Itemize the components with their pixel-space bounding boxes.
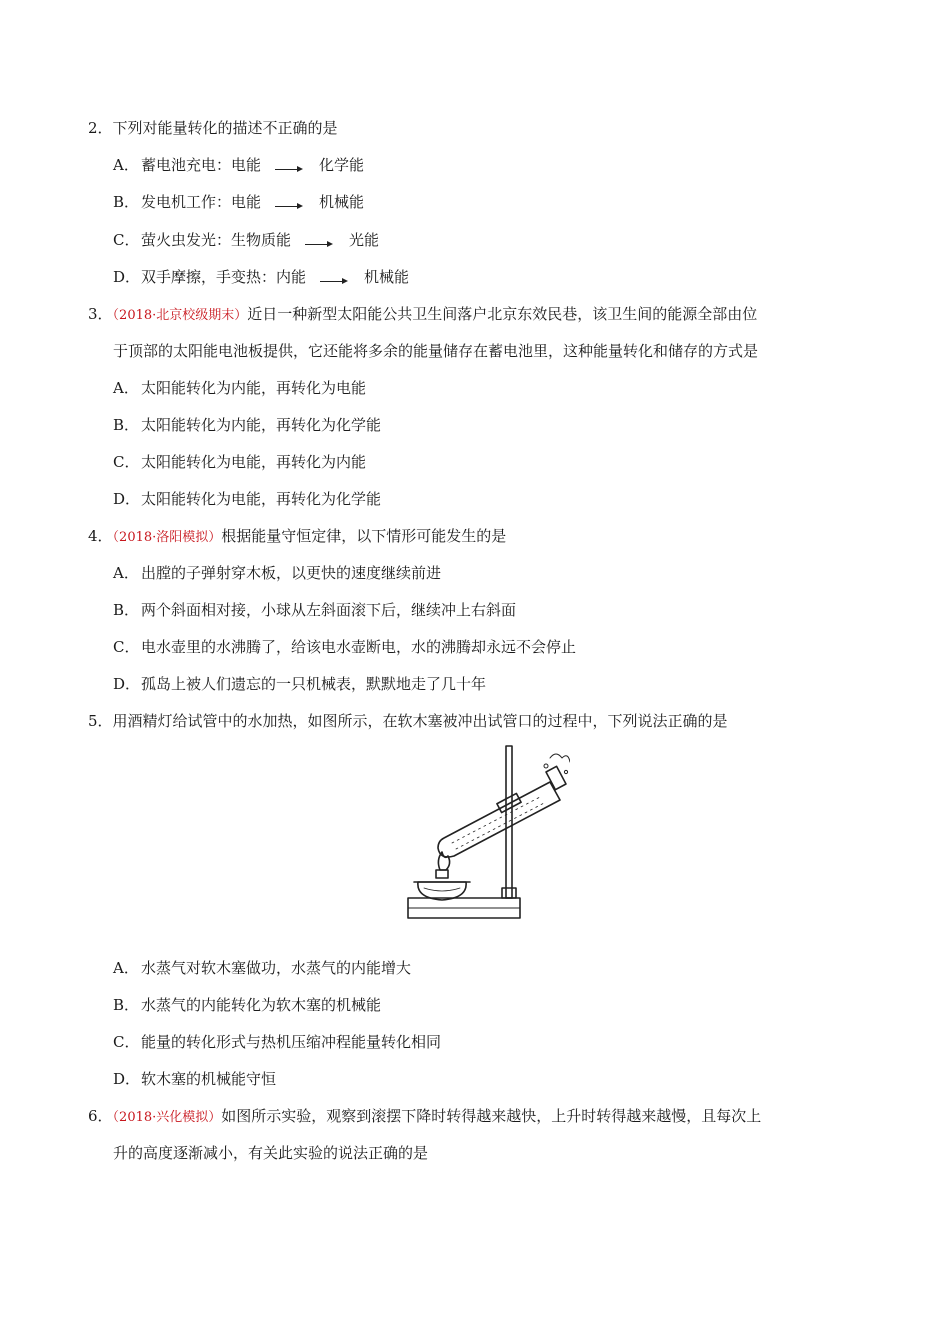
option-letter: C．	[113, 638, 140, 656]
option-letter: B．	[113, 996, 140, 1014]
question-5-option-d[interactable]	[113, 1069, 276, 1089]
right-arrow-icon	[320, 275, 348, 285]
right-arrow-icon	[275, 163, 303, 173]
stem-text: 用酒精灯给试管中的水加热，如图所示，在软木塞被冲出试管口的过程中，下列说法正确的是	[112, 712, 728, 730]
option-text-after: 化学能	[319, 156, 365, 174]
option-text: 发电机工作：电能	[141, 193, 262, 211]
option-text: 水蒸气的内能转化为软木塞的机械能	[141, 996, 382, 1014]
option-text: 太阳能转化为内能，再转化为电能	[141, 379, 367, 397]
question-2-option-d[interactable]	[113, 267, 409, 287]
option-text: 水蒸气对软木塞做功，水蒸气的内能增大	[141, 959, 412, 977]
right-arrow-icon	[305, 238, 333, 248]
question-source: （2018·北京校级期末）	[112, 308, 248, 323]
question-number: 6．	[88, 1107, 113, 1125]
question-4-stem	[88, 526, 506, 548]
option-letter: A．	[113, 564, 139, 582]
question-number: 2．	[88, 119, 113, 137]
question-2-stem	[88, 118, 338, 138]
question-source: （2018·兴化模拟）	[112, 1110, 222, 1125]
question-6-stem	[88, 1106, 761, 1128]
question-5-option-b[interactable]	[113, 995, 381, 1015]
option-text: 蓄电池充电：电能	[141, 156, 262, 174]
option-letter: C．	[113, 453, 140, 471]
question-3-stem-continued	[113, 341, 758, 361]
option-text: 萤火虫发光：生物质能	[141, 231, 292, 249]
question-number: 4．	[88, 527, 113, 545]
option-letter: A．	[113, 959, 139, 977]
question-4-option-a[interactable]	[113, 563, 441, 583]
question-4-option-b[interactable]	[113, 600, 516, 620]
option-letter: B．	[113, 416, 140, 434]
option-text: 太阳能转化为内能，再转化为化学能	[141, 416, 382, 434]
question-2-option-a[interactable]	[113, 155, 364, 175]
option-text: 太阳能转化为电能，再转化为化学能	[141, 490, 382, 508]
stem-text: 如图所示实验，观察到滚摆下降时转得越来越快，上升时转得越来越慢，且每次上	[221, 1107, 762, 1125]
question-2-option-b[interactable]	[113, 192, 364, 212]
stem-text: 升的高度逐渐减小，有关此实验的说法正确的是	[113, 1144, 429, 1162]
option-text: 能量的转化形式与热机压缩冲程能量转化相同	[141, 1033, 442, 1051]
question-number: 5．	[88, 712, 113, 730]
option-text-after: 光能	[349, 231, 380, 249]
stem-text: 近日一种新型太阳能公共卫生间落户北京东效民巷，该卫生间的能源全部由位	[247, 305, 758, 323]
question-5-option-c[interactable]	[113, 1032, 441, 1052]
right-arrow-icon	[275, 200, 303, 210]
option-text: 出膛的子弹射穿木板，以更快的速度继续前进	[141, 564, 442, 582]
question-4-option-c[interactable]	[113, 637, 576, 657]
option-text: 孤岛上被人们遗忘的一只机械表，默默地走了几十年	[141, 675, 487, 693]
question-3-option-c[interactable]	[113, 452, 366, 472]
question-3-stem	[88, 304, 757, 326]
stem-text: 根据能量守恒定律，以下情形可能发生的是	[221, 527, 507, 545]
question-3-option-a[interactable]	[113, 378, 366, 398]
option-letter: A．	[113, 156, 139, 174]
option-letter: D．	[113, 268, 141, 286]
option-letter: D．	[113, 1070, 141, 1088]
option-letter: D．	[113, 490, 141, 508]
option-letter: D．	[113, 675, 141, 693]
option-text: 电水壶里的水沸腾了，给该电水壶断电，水的沸腾却永远不会停止	[141, 638, 577, 656]
question-5-option-a[interactable]	[113, 958, 411, 978]
stem-text: 下列对能量转化的描述不正确的是	[112, 119, 338, 137]
question-6-stem-continued	[113, 1143, 428, 1163]
option-text: 双手摩擦，手变热：内能	[141, 268, 307, 286]
option-text: 太阳能转化为电能，再转化为内能	[141, 453, 367, 471]
question-3-option-b[interactable]	[113, 415, 381, 435]
option-text-after: 机械能	[319, 193, 365, 211]
option-text: 两个斜面相对接，小球从左斜面滚下后，继续冲上右斜面	[141, 601, 517, 619]
question-number: 3．	[88, 305, 113, 323]
option-text-after: 机械能	[364, 268, 410, 286]
option-text: 软木塞的机械能守恒	[141, 1070, 277, 1088]
question-source: （2018·洛阳模拟）	[112, 530, 222, 545]
alcohol-lamp-test-tube-figure	[400, 742, 570, 932]
option-letter: C．	[113, 1033, 140, 1051]
question-5-stem	[88, 711, 728, 731]
option-letter: C．	[113, 231, 140, 249]
stem-text: 于顶部的太阳能电池板提供，它还能将多余的能量储存在蓄电池里，这种能量转化和储存的方式是	[113, 342, 759, 360]
option-letter: B．	[113, 601, 140, 619]
option-letter: A．	[113, 379, 139, 397]
question-3-option-d[interactable]	[113, 489, 381, 509]
question-2-option-c[interactable]	[113, 230, 379, 250]
option-letter: B．	[113, 193, 140, 211]
question-4-option-d[interactable]	[113, 674, 486, 694]
